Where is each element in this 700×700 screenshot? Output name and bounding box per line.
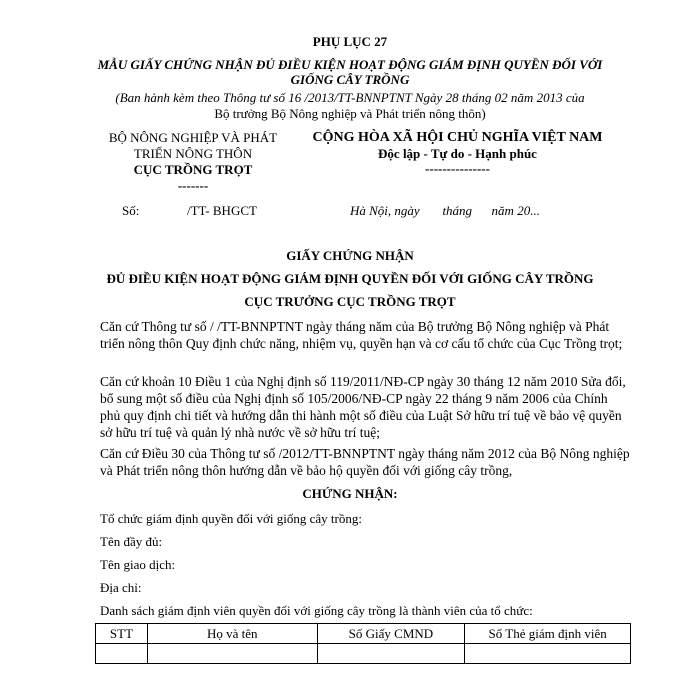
col-header-stt: STT <box>96 624 148 644</box>
table-cell <box>147 644 317 664</box>
members-intro: Danh sách giám định viên quyền đối với giống cây trồng là thành viên của tổ chức: <box>100 603 533 618</box>
issued-note-line1: (Ban hành kèm theo Thông tư số 16 /2013/TT-BNNPTNT Ngày 28 tháng 02 năm 2013 của <box>115 90 585 105</box>
form-title-line2: GIỐNG CÂY TRỒNG <box>290 72 410 87</box>
certificate-title: GIẤY CHỨNG NHẬN <box>286 248 414 263</box>
full-name-label: Tên đầy đủ: <box>100 534 163 549</box>
place-date: Hà Nội, ngày tháng năm 20... <box>350 203 540 218</box>
issued-note-line2: Bộ trưởng Bộ Nông nghiệp và Phát triển nông thôn) <box>214 106 486 121</box>
agency-line2: TRIỂN NÔNG THÔN <box>133 146 253 161</box>
table-cell <box>317 644 465 664</box>
agency-line3: CỤC TRỒNG TRỌT <box>133 162 253 177</box>
col-header-full-name: Họ và tên <box>147 624 317 644</box>
form-title-line1: MẪU GIẤY CHỨNG NHẬN ĐỦ ĐIỀU KIỆN HOẠT ĐỘNG GIÁM ĐỊNH QUYỀN ĐỐI VỚI <box>97 57 603 72</box>
agency-line1: BỘ NÔNG NGHIỆP VÀ PHÁT <box>108 130 278 145</box>
number-label: Số: <box>122 203 140 218</box>
nation-divider: --------------- <box>425 161 490 176</box>
nation-title: CỘNG HÒA XÃ HỘI CHỦ NGHĨA VIỆT NAM <box>312 130 603 145</box>
table-cell <box>465 644 631 664</box>
org-label: Tổ chức giám định quyền đối với giống cây trồng: <box>100 511 362 526</box>
col-header-card-number: Số Thẻ giám định viên <box>465 624 631 644</box>
certificate-issuer: CỤC TRƯỞNG CỤC TRỒNG TRỌT <box>244 294 456 309</box>
col-header-id-number: Số Giấy CMND <box>317 624 465 644</box>
legal-basis-3: Căn cứ Điều 30 của Thông tư số /2012/TT-BNNPTNT ngày tháng năm 2012 của Bộ Nông nghiệp và Phát triển nông thôn hướng dẫn về bảo hộ quyền đối với giống cây trồng, <box>100 446 630 478</box>
appendix-title: PHỤ LỤC 27 <box>312 34 388 49</box>
agency-divider: ------- <box>177 178 209 193</box>
legal-basis-2: Căn cứ khoản 10 Điều 1 của Nghị định số 119/2011/NĐ-CP ngày 30 tháng 12 năm 2010 Sửa đổi, bổ sung một số điều của Nghị định số 105/2006/NĐ-CP ngày 22 tháng 9 năm 2006 của Chính phủ quy định chi tiết và hướng dẫn thi hành một số điều của Luật Sở hữu trí tuệ về bảo vệ quyền sở hữu trí tuệ và quản lý nhà nước về sở hữu trí tuệ; <box>100 374 626 440</box>
number-code: /TT- BHGCT <box>187 203 257 218</box>
table-row <box>96 644 631 664</box>
address-label: Địa chỉ: <box>100 580 142 595</box>
certifies-heading: CHỨNG NHẬN: <box>302 486 398 501</box>
table-cell <box>96 644 148 664</box>
trade-name-label: Tên giao dịch: <box>100 557 176 572</box>
members-table <box>95 623 631 664</box>
legal-basis-1: Căn cứ Thông tư số / /TT-BNNPTNT ngày tháng năm của Bộ trưởng Bộ Nông nghiệp và Phát triển nông thôn Quy định chức năng, nhiệm vụ, quyền hạn và cơ cấu tổ chức của Cục Trồng trọt; <box>100 319 623 351</box>
nation-motto: Độc lập - Tự do - Hạnh phúc <box>378 146 537 161</box>
certificate-subtitle: ĐỦ ĐIỀU KIỆN HOẠT ĐỘNG GIÁM ĐỊNH QUYỀN ĐỐI VỚI GIỐNG CÂY TRỒNG <box>106 271 594 286</box>
members-table-header-row <box>96 624 631 644</box>
